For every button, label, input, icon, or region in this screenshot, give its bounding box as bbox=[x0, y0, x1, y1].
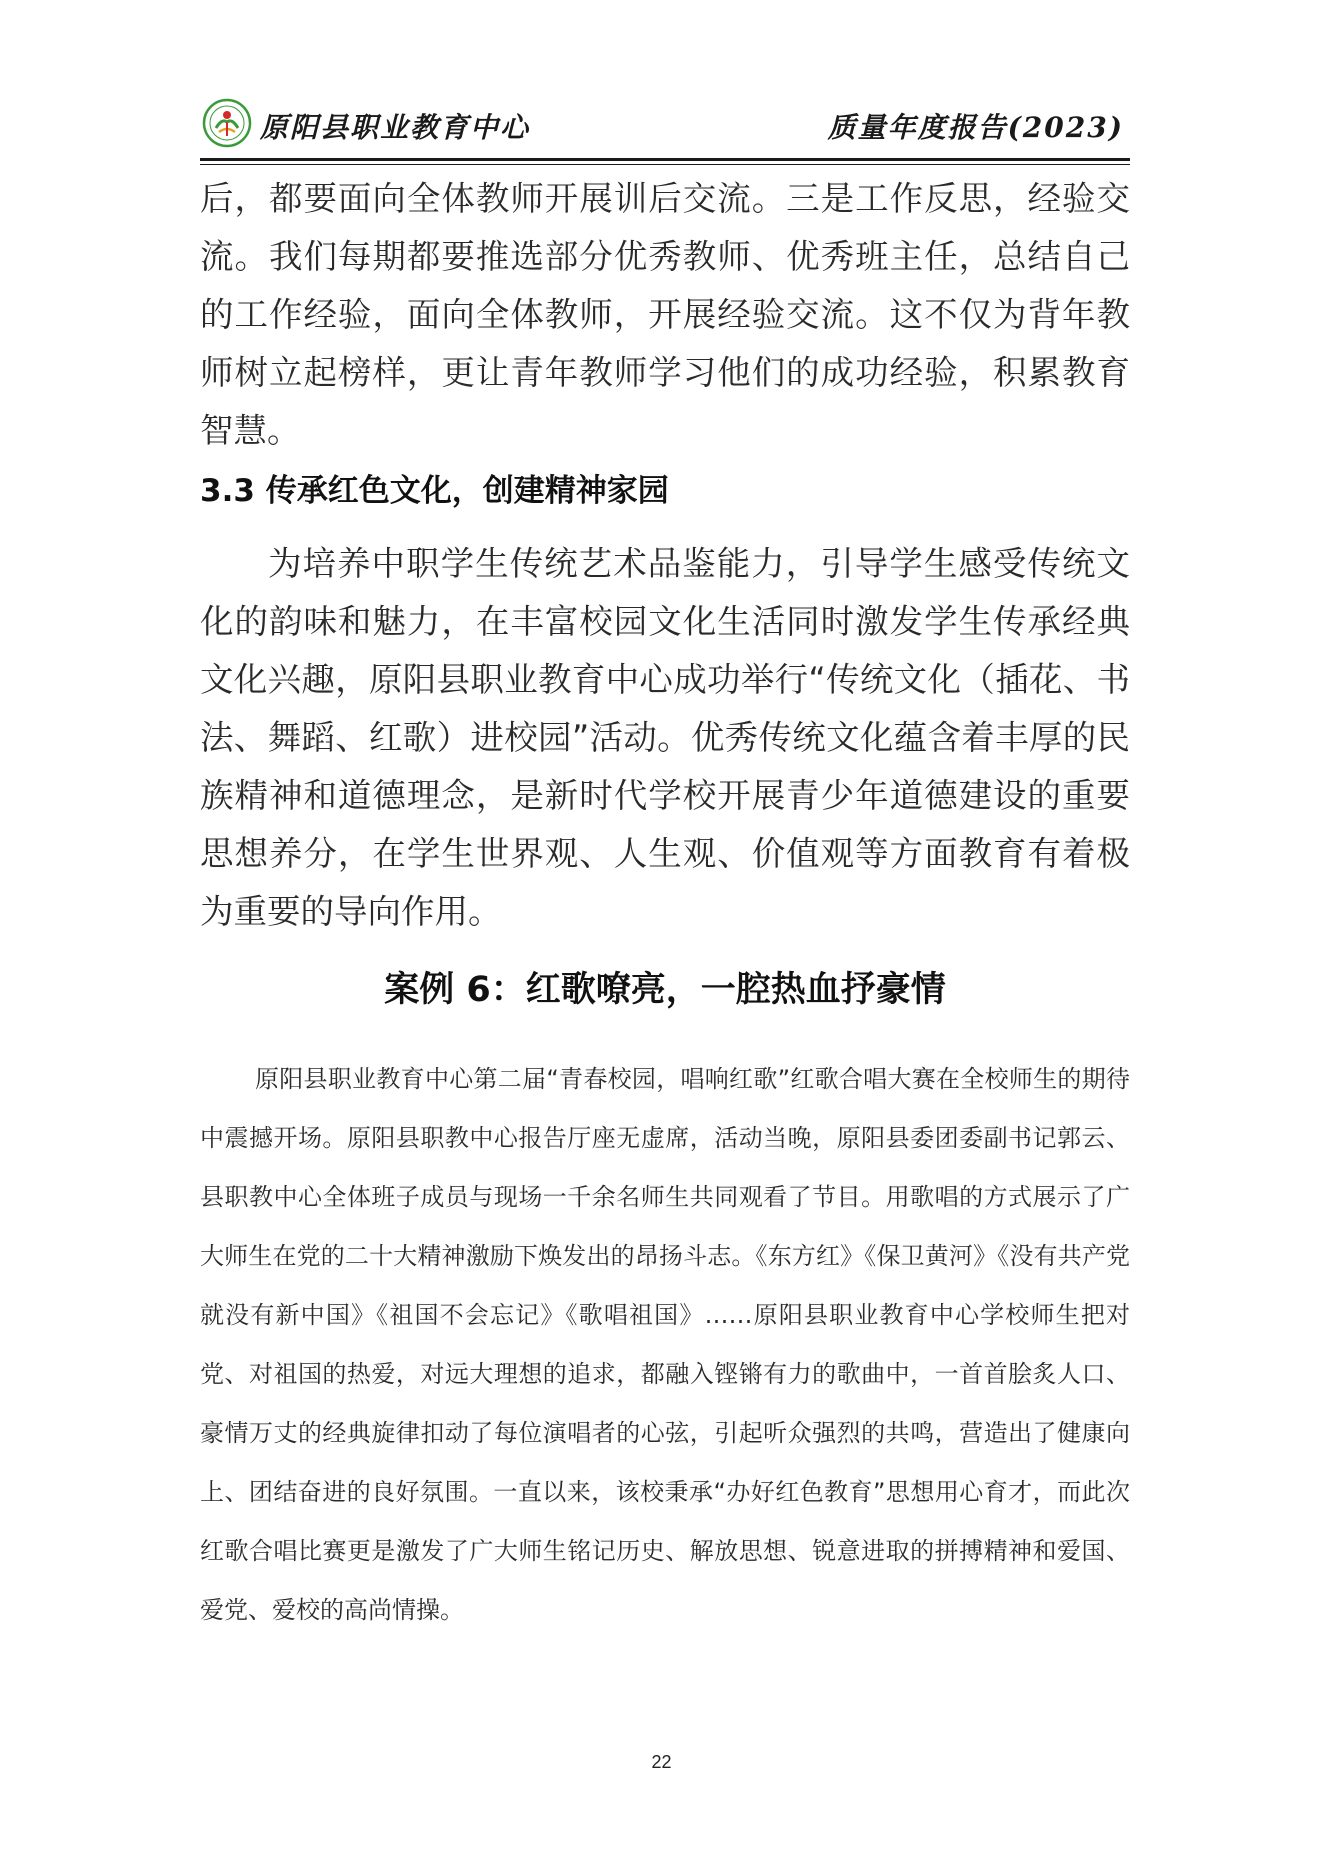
body-paragraph-2: 为培养中职学生传统艺术品鉴能力，引导学生感受传统文化的韵味和魅力，在丰富校园文化生活同时激发学生传承经典文化兴趣，原阳县职业教育中心成功举行“传统文化（插花、书法、舞蹈、红歌）进校园”活动。优秀传统文化蕴含着丰厚的民族精神和道德理念，是新时代学校开展青少年道德建设的重要思想养分，在学生世界观、人生观、价值观等方面教育有着极为重要的导向作用。 bbox=[200, 544, 1130, 931]
header-divider-thin bbox=[200, 164, 1130, 165]
case-paragraph: 原阳县职业教育中心第二届“青春校园，唱响红歌”红歌合唱大赛在全校师生的期待中震撼开场。原阳县职教中心报告厅座无虚席，活动当晚，原阳县委团委副书记郭云、县职教中心全体班子成员与现场一千余名师生共同观看了节目。用歌唱的方式展示了广大师生在党的二十大精神激励下焕发出的昂扬斗志。《东方红》《保卫黄河》《没有共产党就没有新中国》《祖国不会忘记》《歌唱祖国》……原阳县职业教育中心学校师生把对党、对祖国的热爱，对远大理想的追求，都融入铿锵有力的歌曲中，一首首脍炙人口、豪情万丈的经典旋律扣动了每位演唱者的心弦，引起听众强烈的共鸣，营造出了健康向上、团结奋进的良好氛围。一直以来，该校秉承“办好红色教育”思想用心育才，而此次红歌合唱比赛更是激发了广大师生铭记历史、解放思想、锐意进取的拼搏精神和爱国、爱党、爱校的高尚情操。 bbox=[200, 1065, 1130, 1624]
case-title: 案例 6：红歌嘹亮，一腔热血抒豪情 bbox=[384, 970, 946, 1010]
section-heading: 3.3 传承红色文化，创建精神家园 bbox=[200, 473, 669, 509]
header-divider bbox=[200, 158, 1130, 161]
school-name: 原阳县职业教育中心 bbox=[260, 111, 531, 144]
page-header bbox=[200, 92, 1130, 156]
body-paragraph-1: 后，都要面向全体教师开展训后交流。三是工作反思，经验交流。我们每期都要推选部分优秀教师、优秀班主任，总结自己的工作经验，面向全体教师，开展经验交流。这不仅为背年教师树立起榜样，更让青年教师学习他们的成功经验，积累教育智慧。 bbox=[200, 179, 1130, 450]
report-title: 质量年度报告(2023) bbox=[827, 111, 1124, 144]
school-emblem-icon bbox=[202, 98, 252, 148]
page-number: 22 bbox=[651, 1752, 672, 1772]
